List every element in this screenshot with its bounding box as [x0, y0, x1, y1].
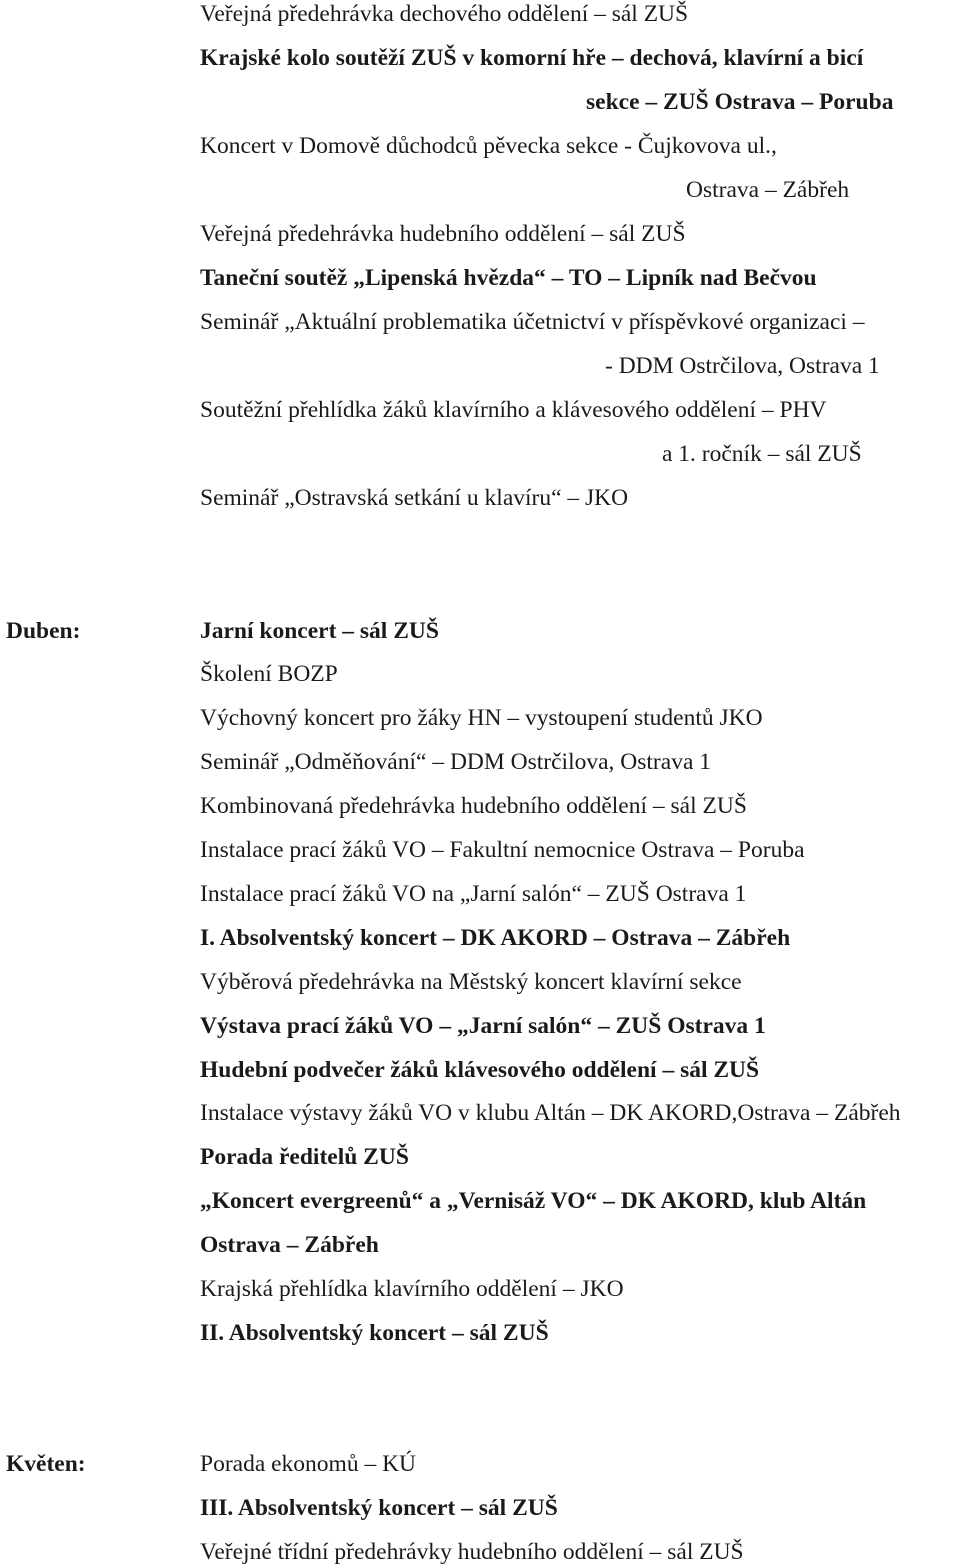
event-line: „Koncert evergreenů“ a „Vernisáž VO“ – DK AKORD, klub Altán: [200, 1188, 867, 1214]
event-line: Školení BOZP: [200, 661, 338, 687]
event-line: Instalace výstavy žáků VO v klubu Altán – DK AKORD,Ostrava – Zábřeh: [200, 1100, 901, 1126]
event-line: Krajská přehlídka klavírního oddělení – JKO: [200, 1276, 624, 1302]
event-line-continuation: Ostrava – Zábřeh: [686, 177, 850, 203]
event-line: Instalace prací žáků VO – Fakultní nemocnice Ostrava – Poruba: [200, 837, 805, 863]
month-label-april: Duben:: [6, 618, 81, 644]
event-line: Taneční soutěž „Lipenská hvězda“ – TO – Lipník nad Bečvou: [200, 265, 817, 291]
event-line-continuation: Ostrava – Zábřeh: [200, 1232, 379, 1258]
event-line: Instalace prací žáků VO na „Jarní salón“ – ZUŠ Ostrava 1: [200, 881, 747, 907]
event-line: Seminář „Ostravská setkání u klavíru“ – JKO: [200, 485, 629, 511]
event-line: Soutěžní přehlídka žáků klavírního a klávesového oddělení – PHV: [200, 397, 827, 423]
event-line: II. Absolventský koncert – sál ZUŠ: [200, 1320, 549, 1346]
event-line: Porada ekonomů – KÚ: [200, 1451, 417, 1477]
event-line: I. Absolventský koncert – DK AKORD – Ostrava – Zábřeh: [200, 925, 791, 951]
event-line: Seminář „Aktuální problematika účetnictví v příspěvkové organizaci –: [200, 309, 865, 335]
event-line: Výběrová předehrávka na Městský koncert klavírní sekce: [200, 969, 742, 995]
month-label-may: Květen:: [6, 1451, 86, 1477]
event-line: III. Absolventský koncert – sál ZUŠ: [200, 1495, 558, 1521]
event-line: Výchovný koncert pro žáky HN – vystoupení studentů JKO: [200, 705, 763, 731]
event-line: Veřejná předehrávka hudebního oddělení – sál ZUŠ: [200, 221, 686, 247]
event-line-continuation: a 1. ročník – sál ZUŠ: [662, 441, 862, 467]
event-line: Porada ředitelů ZUŠ: [200, 1144, 409, 1170]
event-line: Hudební podvečer žáků klávesového oddělení – sál ZUŠ: [200, 1057, 760, 1083]
event-line: Veřejná předehrávka dechového oddělení – sál ZUŠ: [200, 1, 689, 27]
event-line: Krajské kolo soutěží ZUŠ v komorní hře – dechová, klavírní a bicí: [200, 45, 864, 71]
event-line: Koncert v Domově důchodců pěvecka sekce - Čujkovova ul.,: [200, 133, 777, 159]
event-line: Veřejné třídní předehrávky hudebního oddělení – sál ZUŠ: [200, 1539, 744, 1565]
event-line: Výstava prací žáků VO – „Jarní salón“ – ZUŠ Ostrava 1: [200, 1013, 766, 1039]
event-line-continuation: - DDM Ostrčilova, Ostrava 1: [605, 353, 880, 379]
event-line-continuation: sekce – ZUŠ Ostrava – Poruba: [586, 89, 894, 115]
event-line: Kombinovaná předehrávka hudebního oddělení – sál ZUŠ: [200, 793, 747, 819]
event-line: Seminář „Odměňování“ – DDM Ostrčilova, Ostrava 1: [200, 749, 711, 775]
event-line: Jarní koncert – sál ZUŠ: [200, 618, 439, 644]
